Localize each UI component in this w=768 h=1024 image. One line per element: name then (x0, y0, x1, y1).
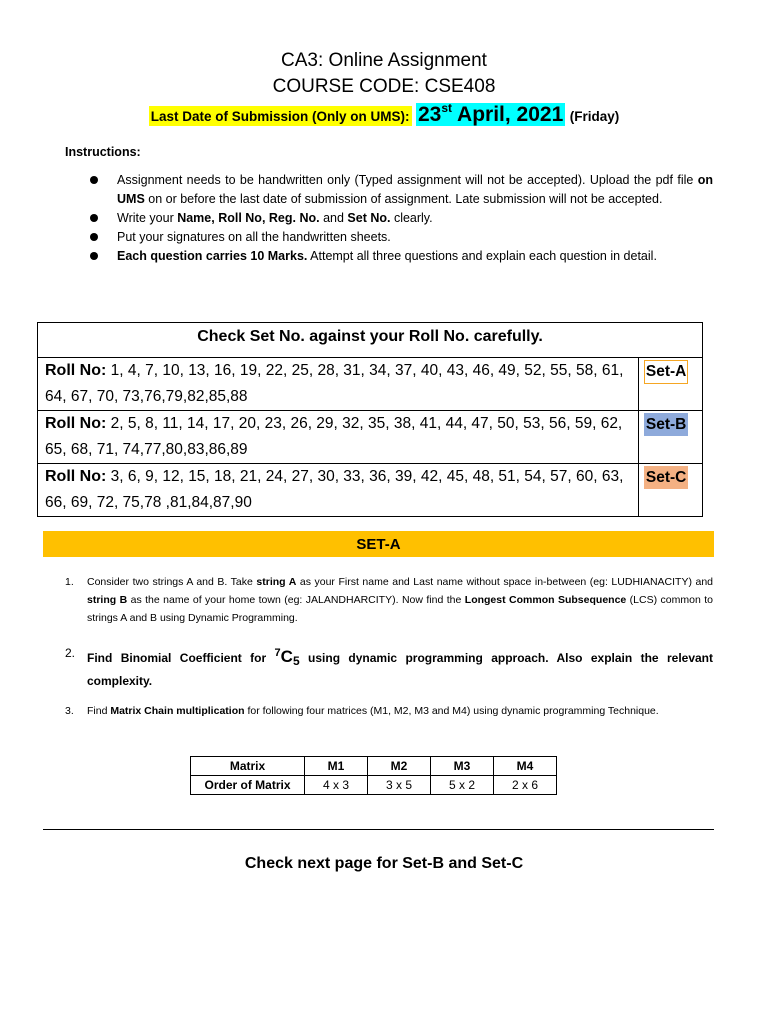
question-3 (65, 702, 713, 720)
divider (43, 829, 714, 830)
table-row (38, 358, 703, 411)
set-badge: Set-B (644, 413, 688, 436)
set-cell (638, 358, 702, 411)
question-2 (65, 643, 713, 691)
question-number: 1. (65, 576, 74, 588)
deadline-weekday: (Friday) (569, 109, 620, 124)
roll-numbers-cell: Roll No: 3, 6, 9, 12, 15, 18, 21, 24, 27, 30, 33, 36, 39, 42, 45, 48, 51, 54, 57, 60, 63, 66, 69, 72, 75,78 ,81,84,87,90 (38, 464, 639, 517)
question-number: 2. (65, 646, 76, 660)
table-cell: M3 (431, 757, 494, 776)
deadline-date: 23st April, 2021 (417, 101, 564, 126)
bullet-icon (90, 214, 98, 222)
table-header-row (191, 757, 557, 776)
set-badge: Set-C (644, 466, 688, 489)
question-1 (65, 573, 713, 627)
table-cell: M4 (494, 757, 557, 776)
bullet-icon (90, 233, 98, 241)
table-row (38, 464, 703, 517)
footer-note: Check next page for Set-B and Set-C (244, 855, 524, 872)
instruction-item: Assignment needs to be handwritten only (Typed assignment will not be accepted). Upload the pdf file on UMS on or before the last date of submission of assignment. Late submission will not be accepted. (86, 171, 713, 209)
question-number: 3. (65, 705, 74, 717)
instruction-item: Each question carries 10 Marks. Attempt all three questions and explain each question in detail. (86, 247, 713, 266)
matrix-order-table (190, 756, 557, 795)
instruction-item: Write your Name, Roll No, Reg. No. and Set No. clearly. (86, 209, 713, 228)
bullet-icon (90, 176, 98, 184)
set-cell (638, 411, 702, 464)
course-code: COURSE CODE: CSE408 (272, 76, 496, 97)
table-cell: Matrix (191, 757, 305, 776)
table-cell: M2 (368, 757, 431, 776)
table-row (38, 411, 703, 464)
table-cell: 4 x 3 (305, 776, 368, 795)
set-badge: Set-A (644, 360, 688, 384)
roll-set-table (37, 322, 703, 517)
instructions-list (86, 171, 713, 266)
table-header-row (38, 323, 703, 358)
question-text: Find Matrix Chain multiplication for following four matrices (M1, M2, M3 and M4) using dynamic programming Technique. (87, 705, 659, 717)
instructions-heading: Instructions: (65, 145, 141, 159)
table-cell: M1 (305, 757, 368, 776)
roll-numbers-cell: Roll No: 1, 4, 7, 10, 13, 16, 19, 22, 25, 28, 31, 34, 37, 40, 43, 46, 49, 52, 55, 58, 61, 64, 67, 70, 73,76,79,82,85,88 (38, 358, 639, 411)
assignment-title: CA3: Online Assignment (281, 50, 487, 71)
table-cell: 5 x 2 (431, 776, 494, 795)
bullet-icon (90, 252, 98, 260)
instruction-item: Put your signatures on all the handwritten sheets. (86, 228, 713, 247)
set-a-banner: SET-A (43, 531, 714, 557)
table-cell: 3 x 5 (368, 776, 431, 795)
table-header: Check Set No. against your Roll No. carefully. (38, 323, 703, 358)
table-cell: Order of Matrix (191, 776, 305, 795)
question-text: Find Binomial Coefficient for $7C_5$ using dynamic programming approach. Also explain the relevant complexity. (87, 647, 713, 688)
roll-numbers-cell: Roll No: 2, 5, 8, 11, 14, 17, 20, 23, 26, 29, 32, 35, 38, 41, 44, 47, 50, 53, 56, 59, 62, 65, 68, 71, 74,77,80,83,86,89 (38, 411, 639, 464)
deadline-line (0, 101, 768, 127)
table-row (191, 776, 557, 795)
table-cell: 2 x 6 (494, 776, 557, 795)
set-cell (638, 464, 702, 517)
deadline-label: Last Date of Submission (Only on UMS): (149, 106, 412, 126)
question-text: Consider two strings A and B. Take string A as your First name and Last name without space in-between (eg: LUDHIANACITY) and string B as the name of your home town (eg: JALANDHARCITY). Now find the Longest Common Subsequence (LCS) common to strings A and B using Dynamic Programming. (87, 576, 714, 624)
